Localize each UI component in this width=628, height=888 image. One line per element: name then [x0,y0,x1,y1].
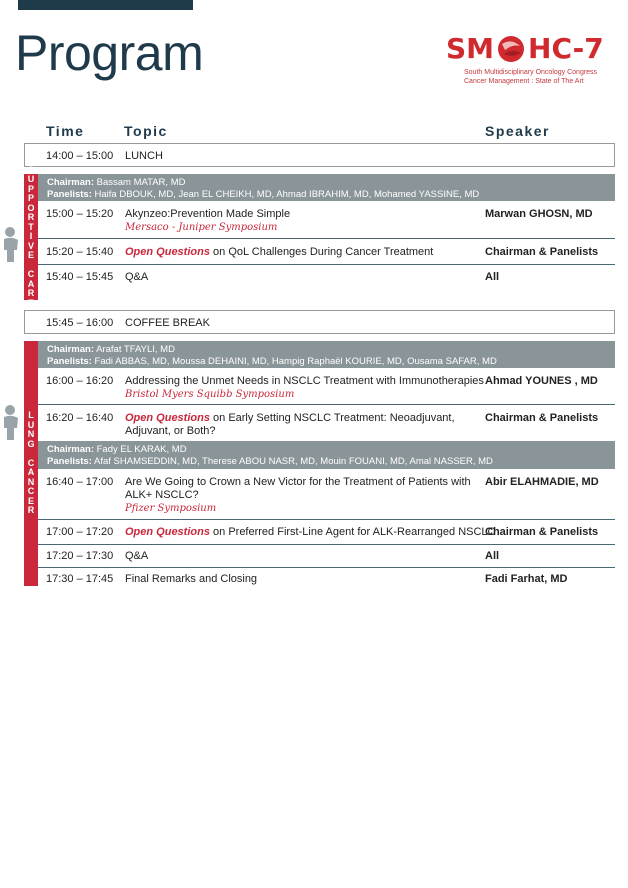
session-topic [125,412,485,438]
panelists-names: Haifa DBOUK, MD, Jean EL CHEIKH, MD, Ahmad IBRAHIM, MD, Mohamed YASSINE, MD [94,188,480,200]
session-time: 17:30 – 17:45 [46,573,114,585]
section-label-letter: O [27,202,35,213]
session-time: 16:40 – 17:00 [46,476,114,488]
chairman-name: Bassam MATAR, MD [96,177,186,188]
topic-text: on QoL Challenges During Cancer Treatment [209,246,434,258]
session-speaker: Marwan GHOSN, MD [485,208,593,220]
session-topic [125,246,485,259]
section-label-supportive-care [24,164,38,308]
lung-chair-band-2 [38,441,615,469]
session-speaker: Ahmad YOUNES , MD [485,375,598,387]
sponsor-text: Bristol Myers Squibb Symposium [125,389,295,401]
congress-logo [446,34,616,94]
section-label-letter: I [29,231,33,242]
session-time: 15:00 – 15:20 [46,208,114,220]
section-label-letter: E [27,297,34,308]
session-time: 15:40 – 15:45 [46,271,114,283]
session-topic: Q&A [125,550,149,562]
row-divider [38,404,615,405]
logo-sphere-icon [496,34,526,64]
session-speaker: All [485,271,500,283]
logo-subtitle-2: Cancer Management : State of The Art [464,78,584,86]
session-speaker: Abir ELAHMADIE, MD [485,476,599,488]
top-accent-bar [18,0,193,10]
section-label-letter: S [27,164,34,175]
session-time: 16:20 – 16:40 [46,412,114,424]
lung-chair-band-1 [38,341,615,368]
chairman-label: Chairman: [47,344,94,355]
section-label-letter: R [27,288,35,299]
session-speaker: Chairman & Panelists [485,246,599,258]
logo-text-right: HC-7 [528,32,604,65]
open-questions-label: Open Questions [125,246,210,258]
panelists-names: Afaf SHAMSEDDIN, MD, Therese ABOU NASR, MD, Mouin FOUANI, MD, Amal NASSER, MD [94,455,493,467]
chairman-name: Arafat TFAYLI, MD [96,344,175,355]
coffee-label: COFFEE BREAK [125,317,210,329]
coffee-time: 15:45 – 16:00 [46,317,114,329]
section-label-letter: T [28,221,34,232]
row-divider [38,238,615,239]
column-header-speaker: Speaker [485,123,550,139]
sponsor-text: Pfizer Symposium [125,503,217,515]
session-time: 17:00 – 17:20 [46,526,114,538]
panelists-label: Panelists: [47,355,92,367]
row-divider [38,519,615,520]
session-topic [125,208,485,234]
section-label-letter: G [27,438,35,449]
session-topic [125,375,485,401]
session-topic [125,526,525,539]
column-header-time: Time [46,123,85,139]
session-speaker: Chairman & Panelists [485,526,599,538]
topic-text: Akynzeo:Prevention Made Simple [125,208,291,220]
section-label-letter: V [27,240,34,251]
section-label-letter: L [28,410,34,421]
sponsor-text: Mersaco - Juniper Symposium [125,222,278,234]
section-label-letter: N [27,476,35,487]
section-label-letter: N [27,429,35,440]
coffee-break-row [24,310,615,334]
logo-text-left: SM [446,32,495,65]
session-topic: Q&A [125,271,149,283]
section-label-letter: U [27,419,35,430]
section-label-letter: R [27,212,35,223]
column-header-topic: Topic [124,123,168,139]
lunch-row [24,143,615,167]
panelists-label: Panelists: [47,188,92,200]
session-time: 15:20 – 15:40 [46,246,114,258]
session-time: 17:20 – 17:30 [46,550,114,562]
section-label-letter: A [27,467,35,478]
session-speaker: Chairman & Panelists [485,412,599,424]
logo-subtitle-1: South Multidisciplinary Oncology Congress [464,69,598,76]
topic-text: Are We Going to Crown a New Victor for the Treatment of Patients with ALK+ NSCLC? [125,476,471,502]
topic-text: Addressing the Unmet Needs in NSCLC Treatment with Immunotherapies [125,375,484,387]
row-divider [38,567,615,568]
section-label-lung-cancer [24,341,38,586]
chairman-name: Fady EL KARAK, MD [96,444,187,455]
panelists-names: Fadi ABBAS, MD, Moussa DEHAINI, MD, Hampig Raphaël KOURIE, MD, Ousama SAFAR, MD [94,355,497,367]
row-divider [38,264,615,265]
open-questions-label: Open Questions [125,412,210,424]
person-figure-icon [2,404,20,442]
session-topic [125,476,485,515]
section-label-letter: E [27,495,34,506]
open-questions-label: Open Questions [125,526,210,538]
session-topic: Final Remarks and Closing [125,573,258,585]
lunch-label: LUNCH [125,150,163,162]
chairman-label: Chairman: [47,444,94,455]
person-figure-icon [2,226,20,264]
supportive-chair-band [38,174,615,201]
topic-text: on Early Setting NSCLC Treatment: Neoadjuvant, Adjuvant, or Both? [125,412,455,438]
chairman-label: Chairman: [47,177,94,188]
session-speaker: All [485,550,500,562]
section-label-letter: E [27,250,34,261]
row-divider [38,544,615,545]
section-label-letter: R [27,505,35,516]
section-label-letter: U [27,174,35,185]
page-title: Program [15,25,204,81]
lunch-time: 14:00 – 15:00 [46,150,114,162]
section-label-letter: A [27,278,35,289]
section-label-letter: C [27,269,35,280]
panelists-label: Panelists: [47,455,92,467]
section-label-letter: P [27,193,34,204]
session-time: 16:00 – 16:20 [46,375,114,387]
section-label-letter: C [27,457,35,468]
session-speaker: Fadi Farhat, MD [485,573,568,585]
section-label-letter: P [27,183,34,194]
section-label-letter: C [27,486,35,497]
topic-text: on Preferred First-Line Agent for ALK-Rearranged NSCLC [209,526,496,538]
